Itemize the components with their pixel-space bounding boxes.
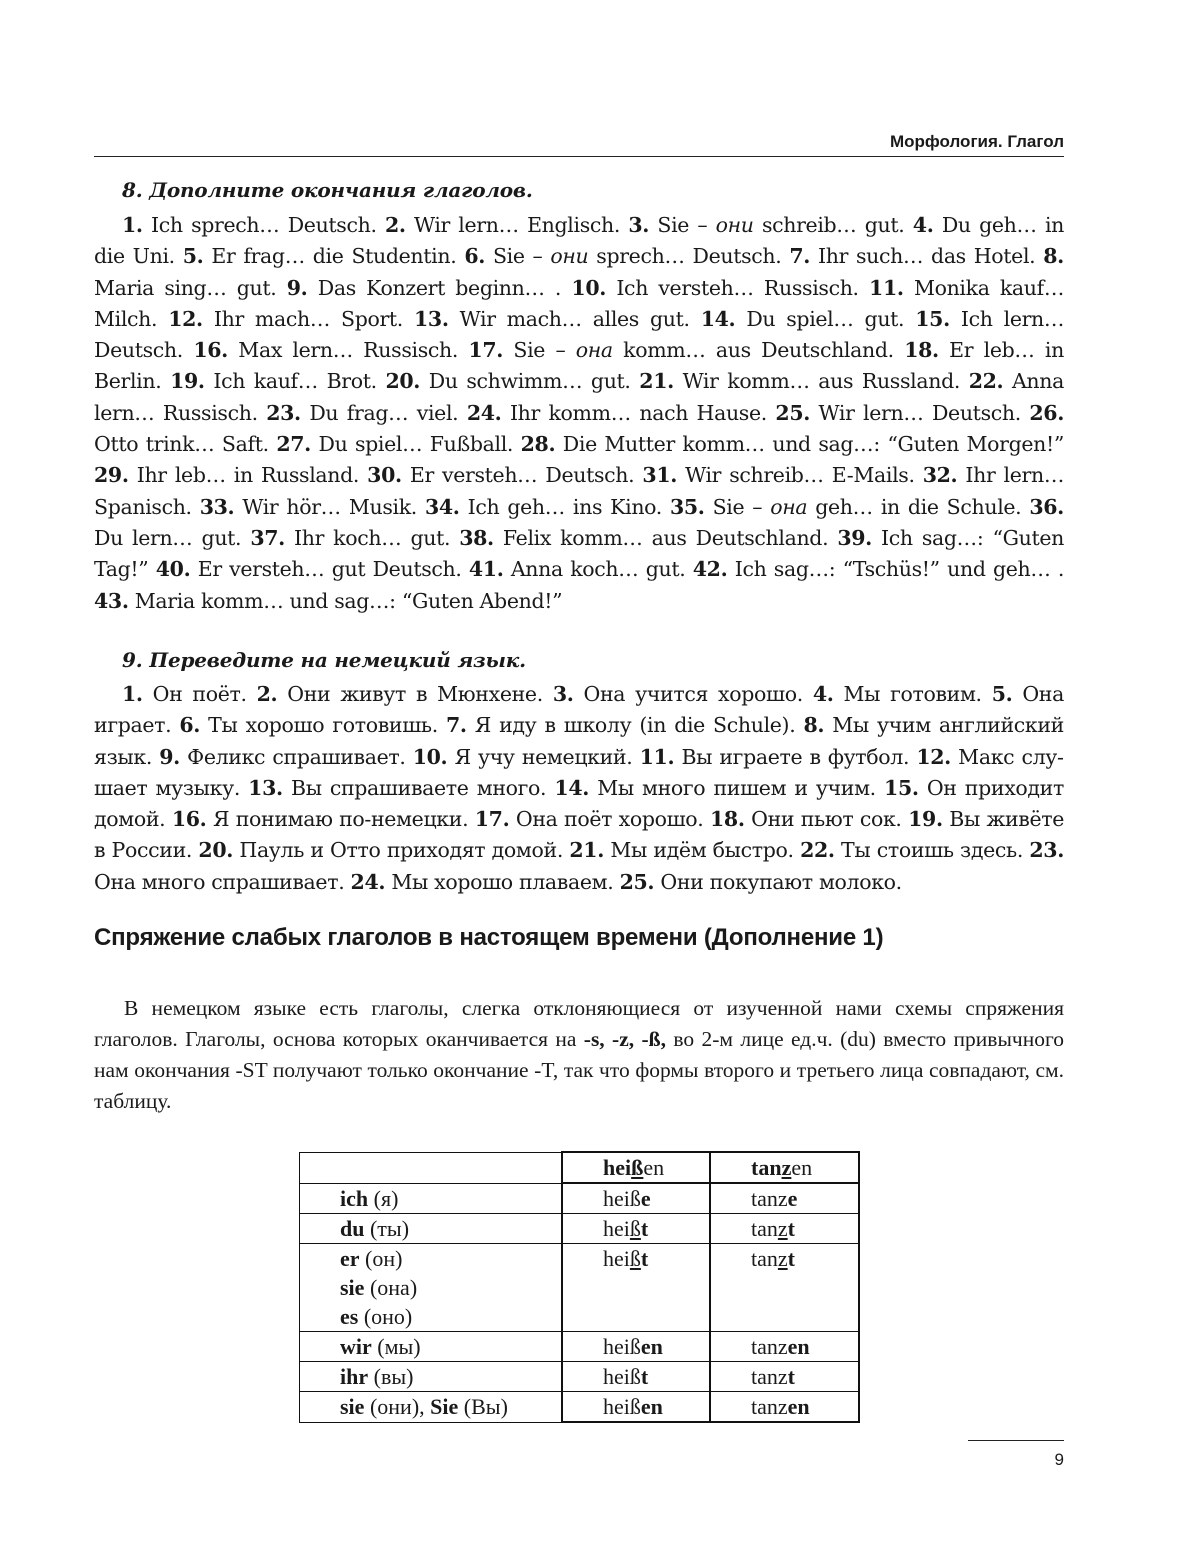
- intro-text-1: В немецком языке есть глаголы, слегка отклоняющиеся от изученной нами схемы спряжения глаголов. Глаголы, основа которых оканчивается на: [94, 996, 1064, 1051]
- pronoun-translation: (они),: [364, 1394, 431, 1419]
- ex8-item: 14. Du spiel… gut.: [700, 306, 905, 331]
- ex9-item-number: 17.: [474, 807, 510, 832]
- form-tanzen: tanzen: [710, 1392, 859, 1423]
- verb2-stem-final: z: [781, 1155, 792, 1180]
- ex8-item: 30. Er versteh… Deutsch.: [367, 463, 635, 488]
- ex8-item-number: 10.: [571, 275, 607, 300]
- table-corner-cell: [300, 1152, 563, 1183]
- ex8-item-pronoun: она: [770, 494, 808, 519]
- ex8-item: 23. Du frag… viel.: [266, 400, 459, 425]
- ex9-item: 21. Мы идём быстро.: [569, 838, 794, 863]
- ex8-item: 21. Wir komm… aus Russland.: [639, 369, 961, 394]
- ex9-item: 20. Пауль и Отто приходят домой.: [198, 838, 563, 863]
- page-number: 9: [1054, 1450, 1064, 1469]
- running-head: Морфология. Глагол: [94, 132, 1064, 157]
- ex8-item-number: 21.: [639, 369, 674, 394]
- ex9-item-number: 20.: [198, 838, 234, 863]
- header-verb-tanzen: [710, 1152, 859, 1183]
- ex8-item: 5. Er frag… die Studentin.: [182, 244, 457, 269]
- ex8-item-number: 28.: [520, 432, 556, 457]
- ex8-item-number: 26.: [1029, 400, 1065, 425]
- ex8-item-number: 23.: [266, 400, 301, 425]
- table-row: [300, 1362, 860, 1392]
- intro-text-2: во 2-м лице ед.ч. (du) вместо привычного нам окончания -ST получают только окончание -T, так что формы второго и третьего лица совпадают, см. таблицу.: [94, 1027, 1064, 1113]
- ex8-item-number: 12.: [168, 306, 203, 331]
- ex9-item-number: 23.: [1029, 838, 1065, 863]
- ex9-item-number: 10.: [412, 744, 448, 769]
- ex9-item: 18. Они пьют сок.: [710, 807, 902, 832]
- ex9-item: 24. Мы хорошо плаваем.: [350, 869, 614, 894]
- form-tanzen: tanzt: [710, 1214, 859, 1244]
- ex9-item: 25. Они покупают молоко.: [619, 869, 902, 894]
- ex8-item-number: 9.: [286, 275, 308, 300]
- ex8-item: 15. Ich lern… Deutsch.: [94, 306, 1065, 363]
- ex8-item: 11. Monika kauf… Milch.: [94, 275, 1065, 331]
- pronoun-cell: [300, 1183, 563, 1214]
- verb1-stem-final: ß: [631, 1155, 644, 1180]
- ex8-item: 4. Du geh… in die Uni.: [94, 213, 1065, 269]
- form-heissen: heißt: [562, 1244, 710, 1332]
- ex8-item-number: 32.: [922, 463, 958, 488]
- ex8-item: 35. Sie – она geh… in die Schule.: [669, 494, 1022, 519]
- pronoun-translation: (Вы): [458, 1394, 508, 1419]
- ex9-item: 11. Вы играете в футбол.: [639, 744, 910, 769]
- ex8-item: 13. Wir mach… alles gut.: [414, 306, 690, 331]
- ex8-item: 16. Max lern… Russisch.: [193, 338, 459, 363]
- ex8-item: 36. Du lern… gut.: [94, 494, 1064, 550]
- ex9-item: 8. Мы учим английский язык.: [94, 713, 1064, 769]
- ex8-item-number: 40.: [155, 557, 191, 582]
- ex8-item-pronoun: они: [550, 244, 589, 269]
- ex9-item-number: 3.: [552, 682, 574, 706]
- form-tanzen: tanzen: [710, 1332, 859, 1362]
- ex8-item-number: 14.: [700, 306, 736, 331]
- ex8-item: 10. Ich versteh… Russisch.: [571, 275, 859, 300]
- ex8-item: 18. Er leb… in Berlin.: [94, 338, 1064, 394]
- pronoun: sie: [340, 1394, 365, 1419]
- intro-endings: -s, -z, -ß,: [583, 1027, 666, 1051]
- form-tanzen: tanzt: [710, 1362, 859, 1392]
- header-verb-heissen: [562, 1152, 710, 1183]
- verb1-ending: en: [643, 1155, 665, 1180]
- ex8-item-number: 34.: [424, 494, 460, 519]
- ex8-item: 29. Ihr leb… in Russland.: [94, 463, 360, 488]
- pronoun: du: [340, 1216, 365, 1241]
- ex9-item: 2. Они живут в Мюнхене.: [256, 682, 543, 706]
- ex9-item: 7. Я иду в школу (in die Schule).: [445, 713, 796, 738]
- ex8-item-number: 31.: [642, 463, 678, 488]
- ex8-item: 38. Felix komm… aus Deutschland.: [459, 525, 829, 550]
- verb2-stem: tan: [751, 1155, 782, 1180]
- ex8-item: 12. Ihr mach… Sport.: [168, 306, 403, 331]
- pronoun: es: [340, 1304, 359, 1329]
- ex8-item-number: 4.: [912, 213, 934, 237]
- table-row: [300, 1244, 860, 1332]
- ex9-item: 19. Вы живёте в России.: [94, 807, 1065, 863]
- ex8-item-number: 25.: [775, 400, 811, 425]
- ex9-item-number: 22.: [800, 838, 835, 863]
- ex8-item-number: 3.: [628, 213, 650, 237]
- ex8-item: 9. Das Konzert beginn… .: [286, 275, 562, 300]
- section-title: Спряжение слабых глаголов в настоящем времени (Дополнение 1): [94, 924, 884, 951]
- ex8-item: 2. Wir lern… Englisch.: [384, 213, 621, 237]
- pronoun-translation: (ты): [364, 1216, 410, 1241]
- table-row: [300, 1332, 860, 1362]
- ex9-item-number: 5.: [991, 682, 1013, 706]
- ex8-item: 25. Wir lern… Deutsch.: [775, 400, 1021, 425]
- ex8-item-number: 43.: [94, 588, 129, 613]
- ex8-item: 17. Sie – она komm… aus Deutschland.: [468, 338, 894, 363]
- ex8-item: 42. Ich sag…: “Tschüs!” und geh… .: [692, 557, 1065, 582]
- ex8-item-number: 35.: [669, 494, 705, 519]
- ex8-item-number: 19.: [170, 369, 205, 394]
- pronoun-translation: (он): [359, 1246, 403, 1271]
- ex8-item: 31. Wir schreib… E-Mails.: [642, 463, 915, 488]
- ex9-item-number: 12.: [916, 744, 951, 769]
- pronoun-cell: [300, 1244, 563, 1332]
- pronoun: Sie: [430, 1394, 459, 1419]
- ex8-item-number: 41.: [468, 557, 504, 582]
- ex8-item-number: 17.: [468, 338, 504, 363]
- ex8-item-number: 15.: [915, 306, 950, 331]
- ex8-item: 37. Ihr koch… gut.: [250, 525, 451, 550]
- ex8-item-number: 33.: [199, 494, 235, 519]
- ex9-item: 10. Я учу немецкий.: [412, 744, 633, 769]
- ex9-item: 5. Она играет.: [94, 682, 1064, 738]
- ex9-item: 23. Она много спрашивает.: [94, 838, 1065, 894]
- ex8-item-number: 5.: [182, 244, 204, 269]
- table-row: [300, 1214, 860, 1244]
- pronoun-translation: (вы): [368, 1364, 414, 1389]
- form-tanzen: tanze: [710, 1183, 859, 1214]
- pronoun-cell: [300, 1392, 563, 1423]
- ex8-item: 3. Sie – они schreib… gut.: [628, 213, 905, 237]
- verb1-stem: hei: [603, 1155, 632, 1180]
- ex9-item: 13. Вы спрашиваете много.: [248, 775, 547, 800]
- ex8-item-number: 16.: [193, 338, 228, 363]
- ex8-item-pronoun: они: [715, 213, 754, 237]
- ex9-item: 15. Он приходит домой.: [94, 775, 1064, 832]
- ex8-item-number: 30.: [367, 463, 402, 488]
- ex9-item-number: 19.: [908, 807, 943, 832]
- ex9-item-number: 11.: [639, 744, 675, 769]
- ex8-item: 20. Du schwimm… gut.: [385, 369, 631, 394]
- form-heissen: heißen: [562, 1332, 710, 1362]
- ex8-item-pronoun: она: [575, 338, 613, 363]
- form-heissen: heißen: [562, 1392, 710, 1423]
- pronoun: ihr: [340, 1364, 369, 1389]
- form-heissen: heiße: [562, 1183, 710, 1214]
- ex8-item: 22. Anna lern… Russisch.: [94, 369, 1065, 425]
- ex9-item-number: 9.: [159, 744, 180, 769]
- exercise-8-body: [94, 210, 1064, 617]
- pronoun-translation: (она): [364, 1275, 418, 1300]
- footer-rule: [968, 1440, 1064, 1441]
- ex8-item-number: 36.: [1029, 494, 1064, 519]
- ex8-item: 26. Otto trink… Saft.: [94, 400, 1065, 457]
- pronoun-translation: (мы): [371, 1334, 421, 1359]
- ex8-item: 27. Du spiel… Fußball.: [276, 432, 514, 457]
- ex8-item: 8. Maria sing… gut.: [94, 244, 1064, 300]
- ex9-item-number: 1.: [122, 682, 143, 706]
- ex9-item-number: 4.: [812, 682, 834, 706]
- pronoun: er: [340, 1246, 360, 1271]
- ex8-item: 1. Ich sprech… Deutsch.: [122, 213, 377, 237]
- ex9-item-number: 25.: [619, 869, 655, 894]
- ex8-item: 7. Ihr such… das Hotel.: [789, 244, 1036, 269]
- pronoun-cell: [300, 1214, 563, 1244]
- ex9-item-number: 13.: [248, 775, 283, 800]
- ex8-item-number: 29.: [94, 463, 129, 488]
- ex8-item-number: 38.: [459, 525, 494, 550]
- ex8-item-number: 13.: [414, 306, 449, 331]
- exercise-8-title: 8. Дополните окончания глаголов.: [122, 178, 533, 202]
- ex9-item: 12. Макс слушает музыку.: [94, 744, 1064, 800]
- ex8-item-number: 22.: [968, 369, 1004, 394]
- exercise-9-title: 9. Переведите на немецкий язык.: [122, 648, 526, 672]
- ex8-item-number: 24.: [466, 400, 502, 425]
- pronoun-cell: [300, 1332, 563, 1362]
- ex8-item-number: 18.: [904, 338, 939, 363]
- pronoun-translation: (оно): [358, 1304, 413, 1329]
- ex9-item: 14. Мы много пишем и учим.: [554, 775, 876, 800]
- ex8-item-number: 2.: [384, 213, 406, 237]
- ex8-item: 41. Anna koch… gut.: [468, 557, 686, 582]
- ex8-item: 24. Ihr komm… nach Hause.: [466, 400, 767, 425]
- ex9-item: 6. Ты хорошо готовишь.: [179, 713, 438, 738]
- ex8-item-number: 6.: [464, 244, 486, 269]
- ex9-item-number: 6.: [179, 713, 201, 738]
- ex9-item-number: 18.: [710, 807, 745, 832]
- form-heissen: heißt: [562, 1214, 710, 1244]
- ex8-item-number: 8.: [1043, 244, 1064, 269]
- ex8-item: 6. Sie – они sprech… Deutsch.: [464, 244, 782, 269]
- ex8-item: 19. Ich kauf… Brot.: [170, 369, 377, 394]
- pronoun: wir: [340, 1334, 372, 1359]
- ex8-item: 40. Er versteh… gut Deutsch.: [155, 557, 462, 582]
- ex9-item-number: 8.: [803, 713, 825, 738]
- ex9-item: 3. Она учится хорошо.: [552, 682, 803, 706]
- ex8-item: 43. Maria komm… und sag…: “Guten Abend!”: [94, 588, 563, 613]
- ex8-item: 33. Wir hör… Musik.: [199, 494, 417, 519]
- exercise-9-body: [94, 679, 1064, 898]
- ex9-item: 9. Феликс спрашивает.: [159, 744, 406, 769]
- ex8-item: 32. Ihr lern… Spanisch.: [94, 463, 1064, 519]
- table-row: [300, 1183, 860, 1214]
- ex9-item: 1. Он поёт.: [122, 682, 247, 706]
- ex9-item-number: 15.: [884, 775, 919, 800]
- form-heissen: heißt: [562, 1362, 710, 1392]
- ex9-item: 17. Она поёт хорошо.: [474, 807, 704, 832]
- ex9-item: 22. Ты стоишь здесь.: [800, 838, 1024, 863]
- ex8-item-number: 7.: [789, 244, 811, 269]
- ex9-item-number: 21.: [569, 838, 604, 863]
- form-tanzen: tanzt: [710, 1244, 859, 1332]
- table-row: [300, 1392, 860, 1423]
- ex8-item-number: 39.: [837, 525, 872, 550]
- pronoun-translation: (я): [368, 1185, 399, 1211]
- ex9-item-number: 14.: [554, 775, 590, 800]
- verb2-ending: en: [791, 1155, 813, 1180]
- ex8-item-number: 27.: [276, 432, 311, 457]
- pronoun: sie: [340, 1275, 365, 1300]
- ex9-item: 4. Мы готовим.: [812, 682, 982, 706]
- ex8-item-number: 37.: [250, 525, 285, 550]
- ex8-item-number: 11.: [869, 275, 904, 300]
- conjugation-table: [299, 1151, 860, 1423]
- pronoun-cell: [300, 1362, 563, 1392]
- ex9-item: 16. Я понимаю по-немецки.: [171, 807, 469, 832]
- ex8-item: 39. Ich sag…: “Guten Tag!”: [94, 525, 1064, 582]
- ex9-item-number: 7.: [445, 713, 467, 738]
- ex9-item-number: 2.: [256, 682, 278, 706]
- ex8-item: 28. Die Mutter komm… und sag…: “Guten Morgen!”: [520, 432, 1064, 457]
- ex8-item-number: 42.: [692, 557, 728, 582]
- ex9-item-number: 24.: [350, 869, 386, 894]
- ex9-item-number: 16.: [171, 807, 207, 832]
- pronoun: ich: [340, 1185, 369, 1211]
- section-intro: [94, 993, 1064, 1117]
- ex8-item: 34. Ich geh… ins Kino.: [424, 494, 662, 519]
- ex8-item-number: 20.: [385, 369, 421, 394]
- ex8-item-number: 1.: [122, 213, 143, 237]
- table-header-row: [300, 1152, 860, 1183]
